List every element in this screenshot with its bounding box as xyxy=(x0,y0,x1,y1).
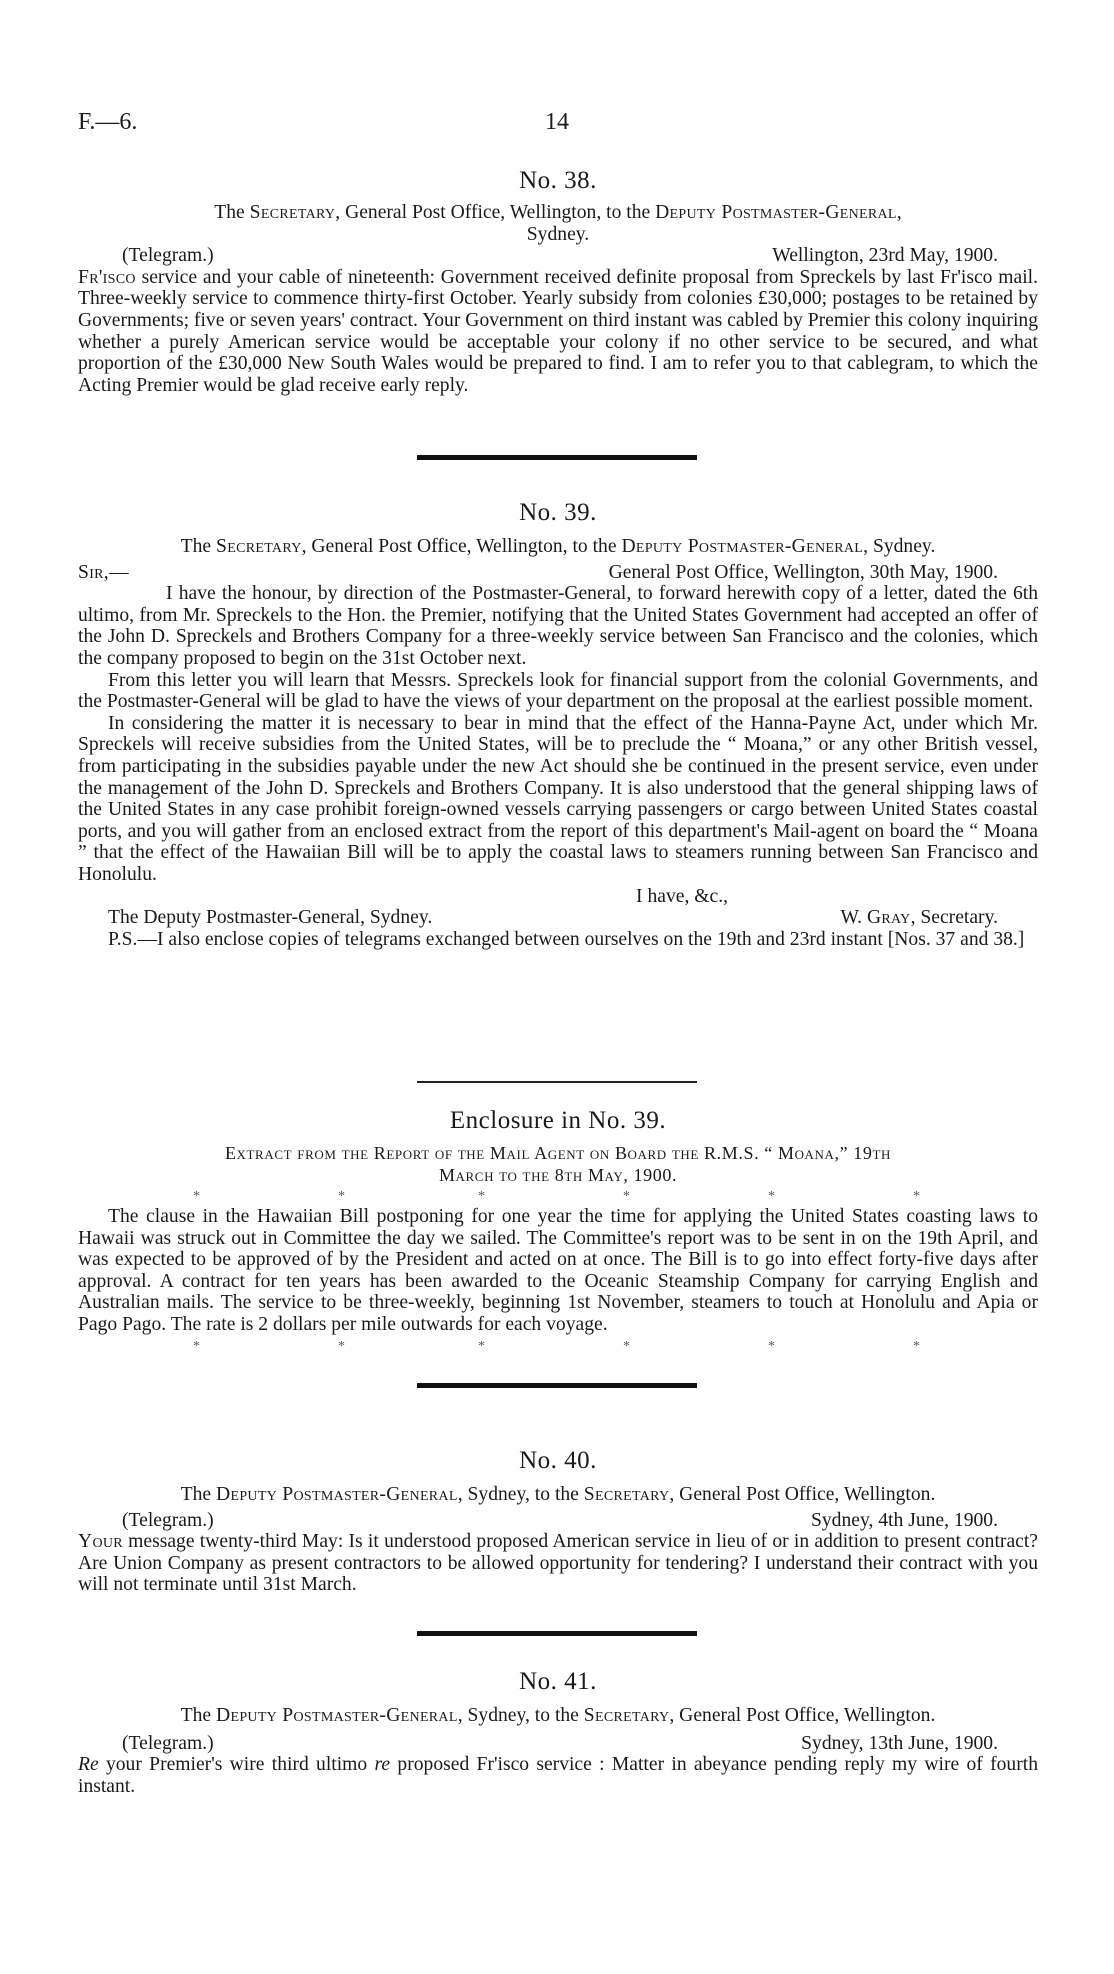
page-number: 14 xyxy=(545,109,569,135)
address-line: The Deputy Postmaster-General, Sydney, to the Secretary, General Post Office, Wellington. xyxy=(180,1484,936,1505)
section-title: No. 39. xyxy=(519,499,597,526)
document-reference: F.—6. xyxy=(78,109,138,135)
section-title: No. 38. xyxy=(519,167,597,194)
section-no-39 xyxy=(78,498,1038,950)
telegram-label: (Telegram.) xyxy=(122,1509,214,1531)
closing: I have, &c., xyxy=(636,885,728,907)
section-title: Enclosure in No. 39. xyxy=(449,1107,667,1134)
section-no-38 xyxy=(78,166,1038,396)
extract-heading-line-1: Extract from the Report of the Mail Agent on Board the R.M.S. “ Moana,” 19th xyxy=(224,1143,892,1163)
place-date: General Post Office, Wellington, 30th May, 1900. xyxy=(608,561,998,583)
place-date: Sydney, 4th June, 1900. xyxy=(810,1509,998,1531)
extract-body: The clause in the Hawaiian Bill postponing for one year the time for applying the United States coasting laws to Hawaii was struck out in Committee the day we sailed. The Committee's report was to be sent in on the 19th April, and was expected to be approved of by the President and acted on at once. The Bill is to go into effect forty-five days after approval. A contract for ten years has been awarded to the Oceanic Steamship Company for carrying English and Australian mails. The service to be three-weekly, beginning 1st November, steamers to touch at Honolulu and Apia or Pago Pago. The rate is 2 dollars per mile outwards for each voyage. xyxy=(78,1206,1038,1335)
extract-heading-line-2: March to the 8th May, 1900. xyxy=(438,1165,678,1185)
ellipsis-stars: * * * * * * xyxy=(193,1338,920,1354)
address-line: The Deputy Postmaster-General, Sydney, to the Secretary, General Post Office, Wellington. xyxy=(180,1705,936,1726)
address-line-2: Sydney. xyxy=(526,223,590,245)
section-title: No. 40. xyxy=(519,1447,597,1474)
recipient: Deputy Postmaster-General xyxy=(621,536,864,557)
section-divider xyxy=(417,1631,697,1636)
telegram-body: Fr'isco service and your cable of nineteenth: Government received definite proposal from Spreckels by last Fr'isco mail. Three-weekly service to commence thirty-first October. Yearly subsidy from colonies £30,000; postages to be retained by Governments; five or seven years' contract. Your Government on third instant was cabled by Premier this colony inquiring whether a purely American service would be acceptable your colony if no other service to be secured, and what proportion of the £30,000 New South Wales would be prepared to find. I am to refer you to that cablegram, to which the Acting Premier would be glad receive early reply. xyxy=(78,266,1038,396)
section-no-40 xyxy=(78,1446,1038,1596)
section-title: No. 41. xyxy=(519,1668,597,1695)
telegram-label: (Telegram.) xyxy=(122,1732,214,1754)
letter-paragraph: From this letter you will learn that Messrs. Spreckels look for financial support from the colonial Governments, and the Postmaster-General will be glad to have the views of your department on the proposal at the earliest possible moment. xyxy=(78,669,1038,713)
telegram-body: Re your Premier's wire third ultimo re proposed Fr'isco service : Matter in abeyance pending reply my wire of fourth instant. xyxy=(78,1754,1038,1797)
place-date: Wellington, 23rd May, 1900. xyxy=(772,245,998,267)
section-divider xyxy=(417,455,697,460)
sender: Deputy Postmaster-General xyxy=(216,1484,458,1505)
recipient: Secretary xyxy=(583,1484,670,1505)
telegram-header xyxy=(78,1510,1038,1532)
address-line: The Secretary, General Post Office, Wellington, to the Deputy Postmaster-General, xyxy=(214,202,902,223)
letter-paragraph: I have the honour, by direction of the Postmaster-General, to forward herewith copy of a letter, dated the 6th ultimo, from Mr. Spreckels to the Hon. the Premier, notifying that the United States Government had accepted an offer of the John D. Spreckels and Brothers Company for a three-weekly service between San Francisco and the colonies, which the company proposed to begin on the 31st October next. xyxy=(78,583,1038,669)
letter-recipient: The Deputy Postmaster-General, Sydney. xyxy=(108,907,433,929)
running-header xyxy=(78,109,1036,142)
telegram-header xyxy=(78,245,1038,267)
telegram-label: (Telegram.) xyxy=(122,245,214,267)
section-enclosure-39 xyxy=(78,1106,1038,1356)
postscript: P.S.—I also enclose copies of telegrams exchanged between ourselves on the 19th and 23rd instant [Nos. 37 and 38.] xyxy=(108,928,1025,950)
section-divider xyxy=(417,1383,697,1388)
signature: W. Gray, Secretary. xyxy=(840,907,998,929)
telegram-header xyxy=(78,1733,1038,1755)
sender: Secretary xyxy=(249,202,336,223)
salutation: Sir,— xyxy=(78,561,129,583)
section-no-41 xyxy=(78,1667,1038,1797)
recipient: Deputy Postmaster-General xyxy=(655,202,897,223)
address-line: The Secretary, General Post Office, Wellington, to the Deputy Postmaster-General, Sydney. xyxy=(180,536,936,557)
salutation-row xyxy=(78,562,1038,584)
place-date: Sydney, 13th June, 1900. xyxy=(801,1732,998,1754)
sender: Deputy Postmaster-General xyxy=(216,1705,458,1726)
ellipsis-stars: * * * * * * xyxy=(193,1189,920,1204)
letter-paragraph: In considering the matter it is necessary to bear in mind that the effect of the Hanna-Payne Act, under which Mr. Spreckels will receive subsidies from the United States, will be to preclude the “ Moana,” or any other British vessel, from participating in the subsidies payable under the new Act should she be continued in the present service, even under the management of the John D. Spreckels and Brothers Company. It is also understood that the general shipping laws of the United States in any case prohibit foreign-owned vessels carrying passengers or cargo between United States coastal ports, and you will gather from an enclosed extract from the report of this department's Mail-agent on board the “ Moana ” that the effect of the Hawaiian Bill will be to apply the coastal laws to steamers running between San Francisco and Honolulu. xyxy=(78,712,1038,885)
sender: Secretary xyxy=(216,536,302,557)
section-divider xyxy=(417,1081,697,1083)
recipient: Secretary xyxy=(583,1705,670,1726)
recipient-signature-row xyxy=(78,907,1038,929)
telegram-body: Your message twenty-third May: Is it understood proposed American service in lieu of or in addition to present contract? Are Union Company as present contractors to be allowed opportunity for tendering? I understand their contract with you will not terminate until 31st March. xyxy=(78,1531,1038,1596)
